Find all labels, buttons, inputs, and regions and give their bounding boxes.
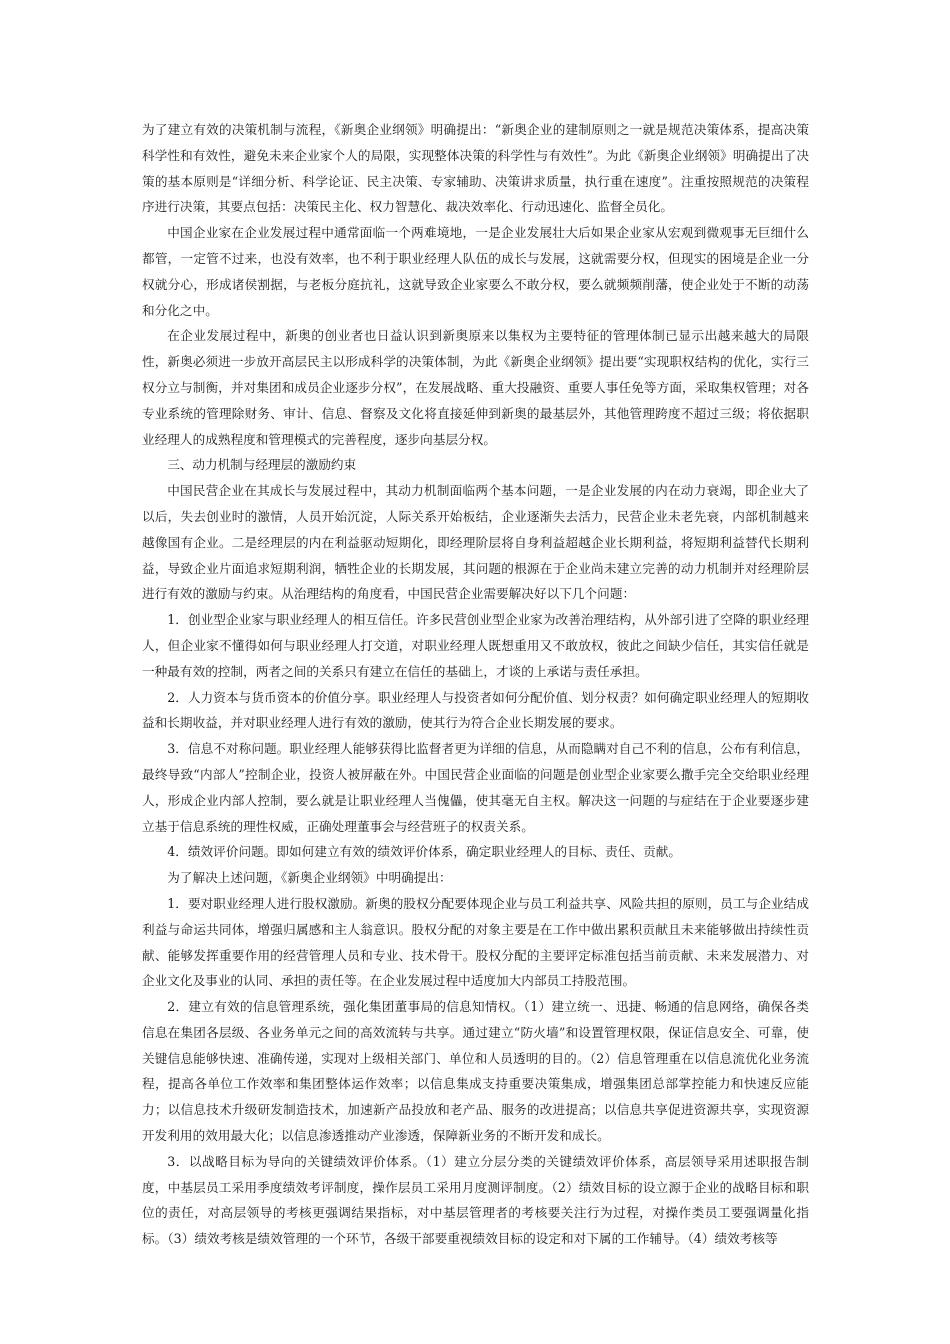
paragraph-item-value-sharing: 2．人力资本与货币资本的价值分享。职业经理人与投资者如何分配价值、划分权责？如何确定职业经理人的短期收益和长期收益，并对职业经理人进行有效的激励，使其行为符合企业长期发展的要求。	[142, 689, 809, 731]
paragraph-item-performance: 4．绩效评价问题。即如何建立有效的绩效评价体系，确定职业经理人的目标、责任、贡献。	[167, 844, 681, 860]
paragraph-decision-mechanism: 为了建立有效的决策机制与流程，《新奥企业纲领》明确提出：“新奥企业的建制原则之一就是规范决策体系，提高决策科学性和有效性，避免未来企业家个人的局限，实现整体决策的科学性与有效性”。为此《新奥企业纲领》明确提出了决策的基本原则是“详细分析、科学论证、民主决策、专家辅助、决策讲求质量，执行重在速度”。注重按照规范的决策程序进行决策，其要点包括：决策民主化、权力智慧化、裁决效率化、行动迅速化、监督全员化。	[142, 122, 809, 215]
section-heading-incentive: 三、动力机制与经理层的激励约束	[167, 457, 357, 473]
paragraph-enn-decentralization: 在企业发展过程中，新奥的创业者也日益认识到新奥原来以集权为主要特征的管理体制已显示出越来越大的局限性，新奥必须进一步放开高层民主以形成科学的决策体制，为此《新奥企业纲领》提出要“实现职权结构的优化，实行三权分立与制衡，并对集团和成员企业逐步分权”，在发展战略、重大投融资、重要人事任免等方面，采取集权管理；对各专业系统的管理除财务、审计、信息、督察及文化将直接延伸到新奥的最基层外，其他管理跨度不超过三级；将依据职业经理人的成熟程度和管理模式的完善程度，逐步向基层分权。	[142, 328, 809, 447]
paragraph-motivation-problems: 中国民营企业在其成长与发展过程中，其动力机制面临两个基本问题，一是企业发展的内在动力衰竭，即企业大了以后，失去创业时的激情，人员开始沉淀，人际关系开始板结，企业逐渐失去活力，民营企业未老先衰，内部机制越来越像国有企业。二是经理层的内在利益驱动短期化，即经理阶层将自身利益超越企业长期利益，将短期利益替代长期利益，导致企业片面追求短期利润，牺牲企业的长期发展，其问题的根源在于企业尚未建立完善的动力机制并对经理阶层进行有效的激励与约束。从治理结构的角度看，中国民营企业需要解决好以下几个问题：	[142, 483, 809, 602]
paragraph-solution-kpi: 3．以战略目标为导向的关键绩效评价体系。（1）建立分层分类的关键绩效评价体系，高层领导采用述职报告制度，中基层员工采用季度绩效考评制度，操作层员工采用月度测评制度。（2）绩效目标的设立源于企业的战略目标和职位的责任，对高层领导的考核更强调结果指标，对中基层管理者的考核要关注行为过程，对操作类员工要强调量化指标。（3）绩效考核是绩效管理的一个环节，各级干部要重视绩效目标的设定和对下属的工作辅导。（4）绩效考核等	[142, 1153, 809, 1247]
paragraph-solution-information: 2．建立有效的信息管理系统，强化集团董事局的信息知情权。（1）建立统一、迅捷、畅通的信息网络，确保各类信息在集团各层级、各业务单元之间的高效流转与共享。通过建立“防火墙”和设置管理权限，保证信息安全、可靠，使关键信息能够快速、准确传递，实现对上级相关部门、单位和人员透明的目的。（2）信息管理重在以信息流优化业务流程，提高各单位工作效率和集团整体运作效率；以信息集成支持重要决策集成，增强集团总部掌控能力和快速反应能力；以信息技术升级研发制造技术，加速新产品投放和老产品、服务的改进提高；以信息共享促进资源共享，实现资源开发利用的效用最大化；以信息渗透推动产业渗透，保障新业务的不断开发和成长。	[142, 999, 809, 1144]
paragraph-solution-equity: 1．要对职业经理人进行股权激励。新奥的股权分配要体现企业与员工利益共享、风险共担的原则，员工与企业结成利益与命运共同体，增强归属感和主人翁意识。股权分配的对象主要是在工作中做出累积贡献且未来能够做出持续性贡献、能够发挥重要作用的经营管理人员和专业、技术骨干。股权分配的主要评定标准包括当前贡献、未来发展潜力、对企业文化及事业的认同、承担的责任等。在企业发展过程中适度加大内部员工持股范围。	[142, 895, 809, 989]
document-page	[142, 117, 809, 1252]
paragraph-item-information: 3．信息不对称问题。职业经理人能够获得比监督者更为详细的信息，从而隐瞒对自己不利的信息，公布有利信息，最终导致“内部人”控制企业，投资人被屏蔽在外。中国民营企业面临的问题是创业型企业家要么撒手完全交给职业经理人，形成企业内部人控制，要么就是让职业经理人当傀儡，使其毫无自主权。解决这一问题的与症结在于企业要逐步建立基于信息系统的理性权威，正确处理董事会与经营班子的权责关系。	[142, 741, 809, 834]
paragraph-item-trust: 1．创业型企业家与职业经理人的相互信任。许多民营创业型企业家为改善治理结构，从外部引进了空降的职业经理人，但企业家不懂得如何与职业经理人打交道，对职业经理人既想重用又不敢放权，彼此之间缺少信任，其实信任就是一种最有效的控制，两者之间的关系只有建立在信任的基础上，才谈的上承诺与责任承担。	[142, 612, 809, 679]
paragraph-solution-intro: 为了解决上述问题，《新奥企业纲领》中明确提出：	[167, 870, 452, 886]
paragraph-decentralization-dilemma: 中国企业家在企业发展过程中通常面临一个两难境地，一是企业发展壮大后如果企业家从宏观到微观事无巨细什么都管，一定管不过来，也没有效率，也不利于职业经理人队伍的成长与发展，这就需要分权，但现实的困境是企业一分权就分心，形成诸侯割据，与老板分庭抗礼，这就导致企业家要么不敢分权，要么就频频削藩，使企业处于不断的动荡和分化之中。	[142, 225, 809, 318]
